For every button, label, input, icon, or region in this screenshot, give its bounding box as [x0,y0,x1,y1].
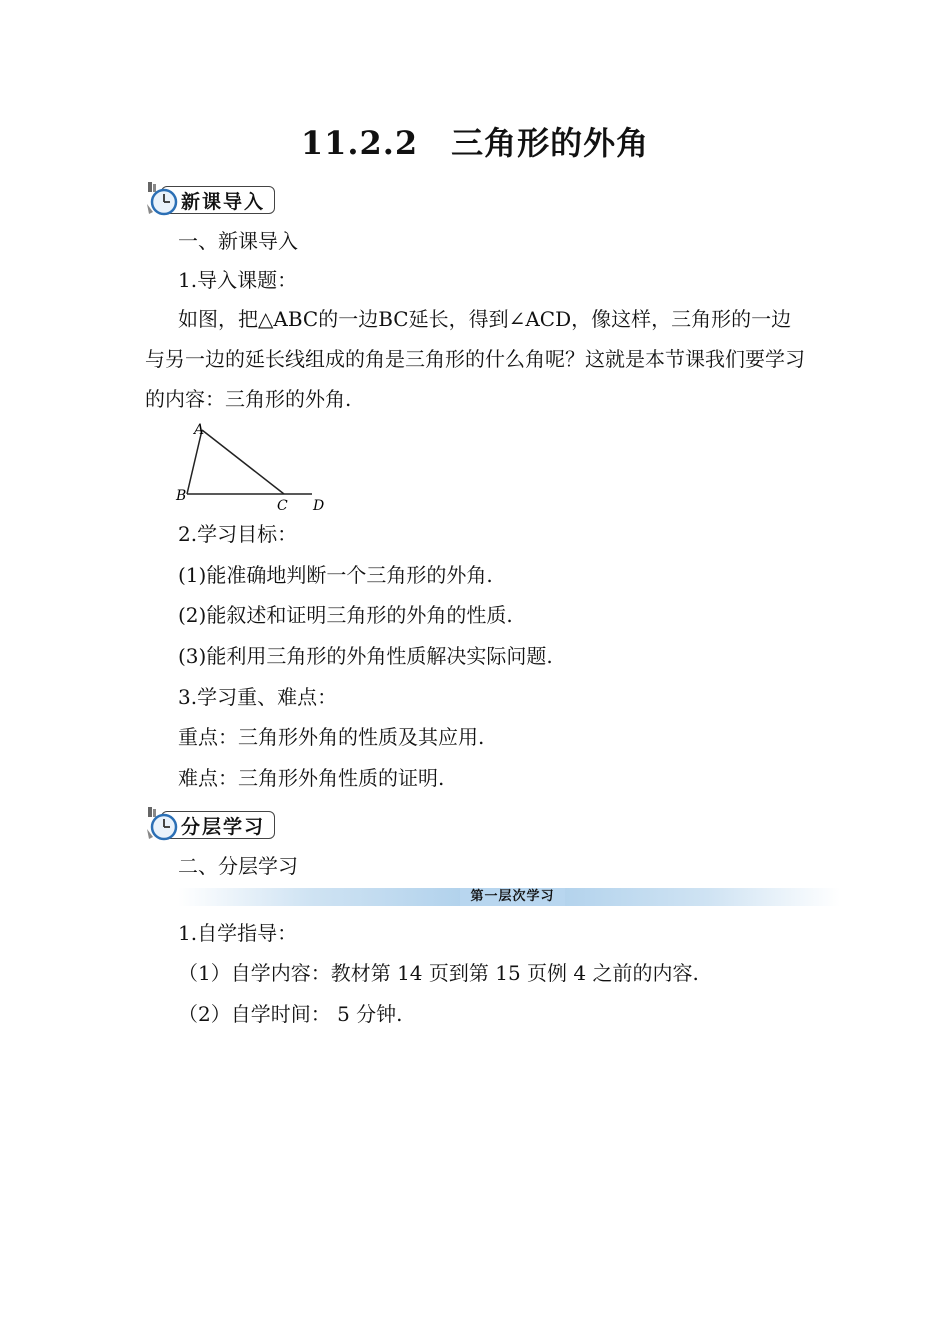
difficult-point: 难点：三角形外角性质的证明. [178,766,445,790]
key-point: 重点：三角形外角的性质及其应用. [178,725,485,749]
item2-label: 2.学习目标： [178,522,298,546]
badge-label: 分层学习 [181,816,266,838]
clock-icon [145,182,183,216]
item1-label: 1.导入课题： [178,268,298,292]
section2-heading: 二、分层学习 [178,854,298,878]
section-badge-layered-learning [145,807,280,841]
side-ab [187,430,202,494]
badge-label: 新课导入 [181,191,266,213]
section1-heading: 一、新课导入 [178,229,298,253]
self-study-time: （2）自学时间： 5 分钟. [178,1002,403,1026]
label-d: D [313,498,325,514]
level-banner [178,888,840,906]
self-study-label: 1.自学指导： [178,921,298,945]
intro-paragraph: 如图，把△ABC的一边BC延长，得到∠ACD，像这样，三角形的一边与另一边的延长线组成的角是三角形的什么角呢？这就是本节课我们要学习的内容：三角形的外角. [145,307,805,411]
triangle-figure [172,418,332,514]
goal-3: (3)能利用三角形的外角性质解决实际问题. [178,644,553,668]
side-ac [202,430,284,494]
label-c: C [277,498,288,514]
item3-label: 3.学习重、难点： [178,685,338,709]
level-label: 第一层次学习 [460,888,565,906]
label-b: B [176,488,187,504]
clock-icon [145,807,183,841]
page-title: 11.2.2 三角形的外角 [300,124,650,162]
goal-2: (2)能叙述和证明三角形的外角的性质. [178,603,513,627]
goal-1: (1)能准确地判断一个三角形的外角. [178,563,493,587]
section-badge-new-lesson [145,182,280,216]
label-a: A [194,422,205,438]
self-study-content: （1）自学内容：教材第 14 页到第 15 页例 4 之前的内容. [178,961,699,985]
